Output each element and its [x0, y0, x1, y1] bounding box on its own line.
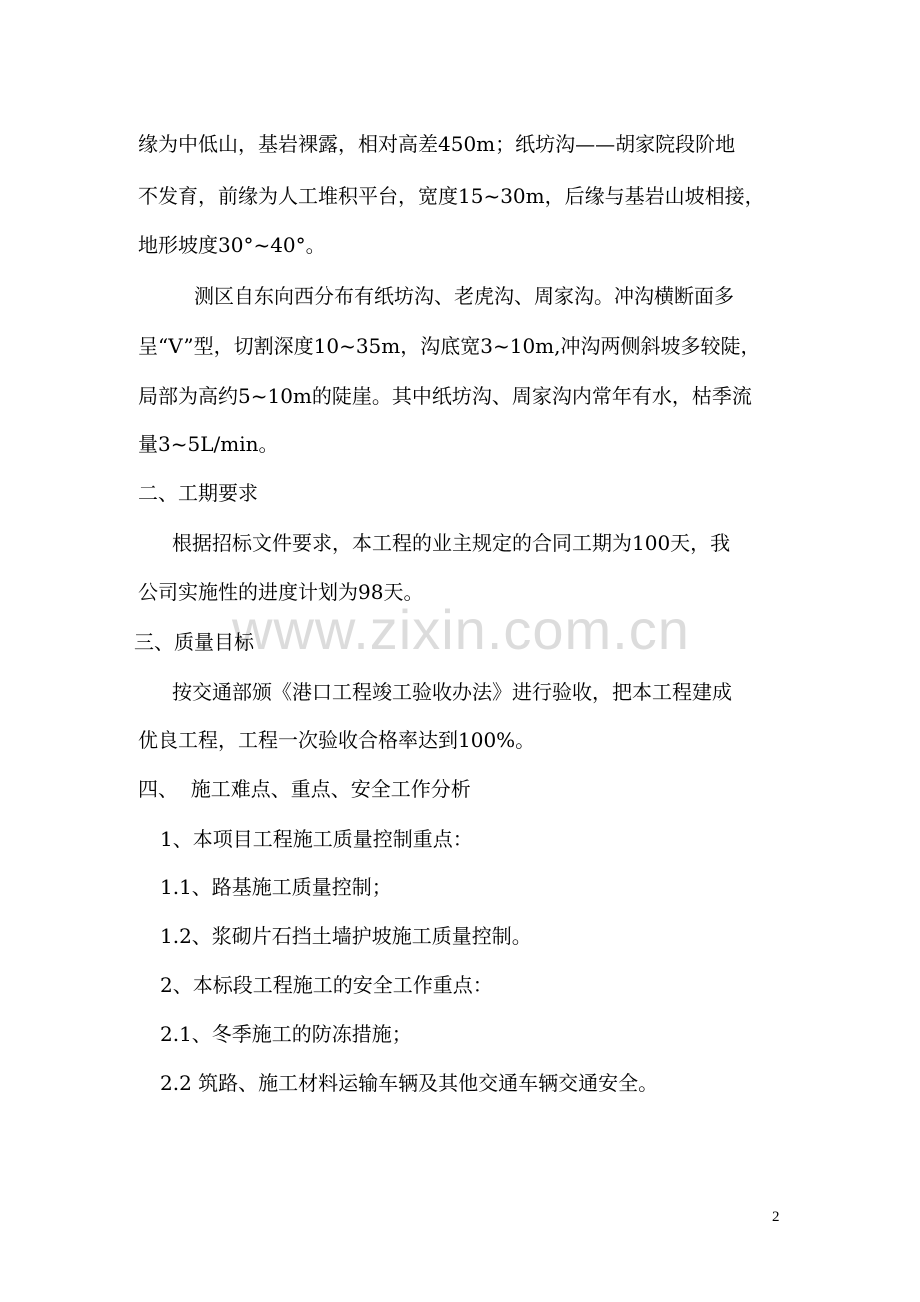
- text-line: 按交通部颁《港口工程竣工验收办法》进行验收，把本工程建成: [172, 680, 732, 704]
- text-line: 缘为中低山，基岩裸露，相对高差450m；纸坊沟——胡家院段阶地: [138, 132, 736, 156]
- text-line: 不发育，前缘为人工堆积平台，宽度15~30m，后缘与基岩山坡相接，: [138, 184, 765, 208]
- list-item: 2.2 筑路、施工材料运输车辆及其他交通车辆交通安全。: [160, 1071, 659, 1095]
- text-line: 地形坡度30°~40°。: [138, 233, 326, 257]
- list-item: 1.1、路基施工质量控制；: [160, 875, 392, 899]
- list-item: 2.1、冬季施工的防冻措施；: [160, 1022, 412, 1046]
- text-line: 优良工程，工程一次验收合格率达到100%。: [138, 728, 536, 752]
- watermark: www.zixin.com.cn: [232, 598, 690, 661]
- section-heading: 三、质量目标: [134, 630, 254, 654]
- page-number: 2: [772, 1209, 780, 1225]
- text-line: 局部为高约5~10m的陡崖。其中纸坊沟、周家沟内常年有水，枯季流: [138, 384, 752, 408]
- text-line: 公司实施性的进度计划为98天。: [138, 580, 424, 604]
- list-item: 1.2、浆砌片石挡土墙护坡施工质量控制。: [160, 924, 532, 948]
- text-line: 测区自东向西分布有纸坊沟、老虎沟、周家沟。冲沟横断面多: [194, 284, 734, 308]
- list-item: 1、本项目工程施工质量控制重点：: [160, 827, 473, 851]
- text-line: 量3~5L/min。: [138, 432, 279, 456]
- section-heading: 四、 施工难点、重点、安全工作分析: [138, 777, 471, 801]
- list-item: 2、本标段工程施工的安全工作重点：: [160, 973, 493, 997]
- text-line: 呈“V”型，切割深度10~35m，沟底宽3~10m,冲沟两侧斜坡多较陡，: [138, 334, 761, 358]
- section-heading: 二、工期要求: [138, 481, 258, 505]
- text-line: 根据招标文件要求，本工程的业主规定的合同工期为100天，我: [172, 531, 731, 555]
